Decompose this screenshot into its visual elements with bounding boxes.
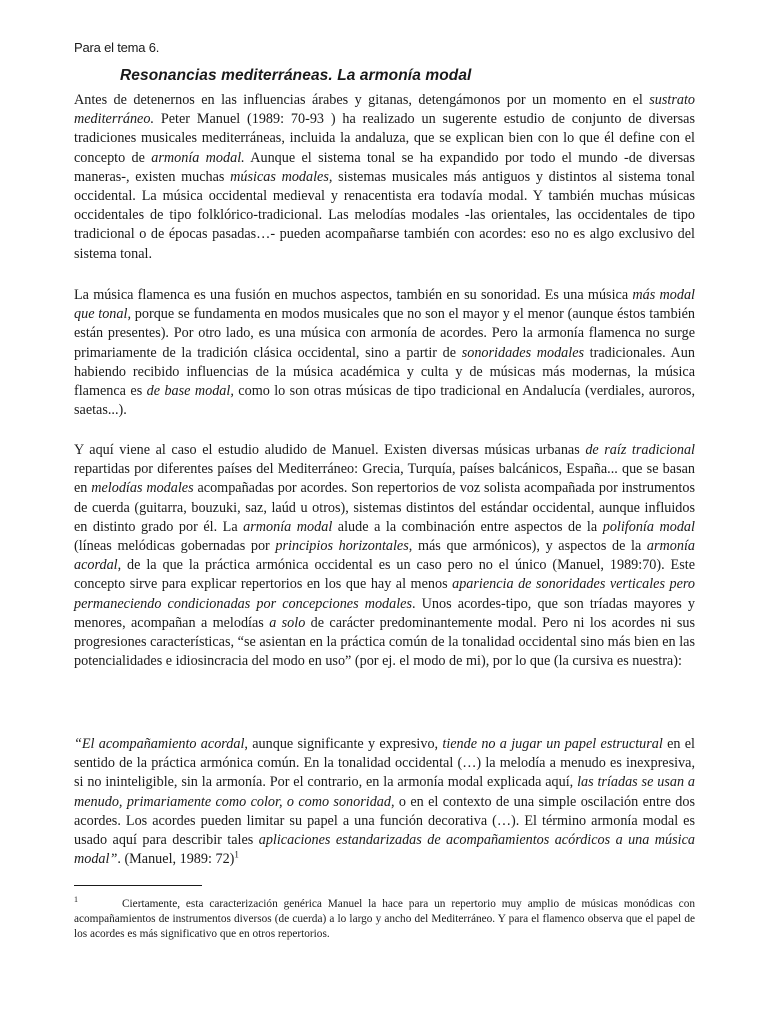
italic-text: polifonía modal bbox=[602, 518, 695, 535]
paragraph-1 bbox=[74, 91, 695, 264]
text-run: repartidas por diferentes países del Mediterráneo: Grecia, Turquía, países balcánicos, España... que se basan en bbox=[74, 461, 695, 497]
italic-text: de base modal, bbox=[146, 383, 234, 400]
footnote-text: Ciertamente, esta caracterización genérica Manuel la hace para un repertorio muy amplio de músicas monódicas con acompañamientos de instrumentos diversos (de cuerda) a lo largo y ancho del Mediterráneo. Y para el flamenco observa que el papel de los acordes es más significativo que en otros repertorios. bbox=[74, 898, 695, 940]
footnote-reference: 1 bbox=[234, 849, 239, 860]
footnote bbox=[74, 897, 695, 942]
quotation-paragraph bbox=[74, 735, 695, 869]
text-run: La música flamenca es una fusión en muchos aspectos, también en su sonoridad. Es una música bbox=[74, 287, 633, 303]
italic-text: melodías modales bbox=[91, 480, 194, 497]
text-run: , más que armónicos), y aspectos de la bbox=[408, 538, 647, 555]
text-run: Antes de detenernos en las influencias árabes y gitanas, detengámonos por un momento en el bbox=[74, 92, 650, 108]
text-run: alude a la combinación entre aspectos de la bbox=[332, 518, 603, 535]
italic-text: armonía modal. bbox=[151, 149, 245, 166]
text-run: como lo son otras músicas de tipo tradicional en Andalucía (verdiales, auroros, saetas...). bbox=[74, 383, 695, 419]
text-run: Peter Manuel (1989: 70-93 ) ha realizado un sugerente estudio de conjunto de diversas tradiciones musicales mediterráneas, incluida la andaluza, que se explican bien con lo que él define con el concepto de bbox=[74, 111, 695, 166]
text-run: Aunque el sistema tonal se ha expandido por todo el mundo -de diversas maneras-, existen muchas bbox=[74, 149, 695, 185]
text-run: , de la que la práctica armónica occidental es un caso pero no el único (Manuel, 1989:70). Este concepto sirve para explicar repertorios en los que hay al menos bbox=[74, 557, 695, 593]
text-run: . (Manuel, 1989: 72) bbox=[117, 851, 235, 868]
italic-text: sustrato mediterráneo. bbox=[74, 92, 695, 128]
italic-text: apariencia de sonoridades verticales pero permaneciendo condicionadas por concepciones modales bbox=[74, 576, 695, 612]
italic-text: armonía modal bbox=[243, 518, 333, 535]
text-run: tradicionales. Aun habiendo recibido influencias de la música académica y culta y de músicas más modernas, la música flamenca es bbox=[74, 344, 695, 400]
footnote-mark: 1 bbox=[74, 895, 78, 905]
text-run: , o en el contexto de una simple oscilación entre dos acordes. Los acordes pueden limitar su papel a una función decorativa (…). El término armonía modal es usado aquí para describir tales bbox=[74, 793, 695, 849]
text-run: acompañadas por acordes. Son repertorios de voz solista acompañada por instrumentos de cuerda (guitarra, bouzuki, saz, laúd u otros), sistemas distintos del estándar occidental, aunque influidos en distinto grado por él. La bbox=[74, 480, 695, 535]
italic-text: las tríadas se usan a menudo, primariamente como color, o como sonoridad bbox=[74, 774, 695, 810]
italic-text: de raíz tradicional bbox=[585, 442, 695, 458]
text-run: Y aquí viene al caso el estudio aludido de Manuel. Existen diversas músicas urbanas bbox=[74, 442, 586, 458]
italic-text: sonoridades modales bbox=[461, 344, 585, 361]
paragraph-3 bbox=[74, 441, 695, 671]
italic-text: principios horizontales bbox=[275, 538, 409, 555]
text-run: sistemas musicales más antiguos y distintos al sistema tonal occidental. La música occidental medieval y renacentista era todavía modal. Y también muchas músicas occidentales de tipo folklórico-tradicional. Las melodías modales -las orientales, las occidentales de tipo tradicional o de épocas pasadas…- pueden acompañarse también con acordes: eso no es algo exclusivo del sistema tonal. bbox=[74, 168, 695, 262]
text-run: , aunque significante y expresivo, bbox=[244, 736, 443, 752]
text-run: de carácter predominantemente modal. Pero ni los acordes ni sus progresiones características, “se asientan en la práctica común de la tonalidad occidental sino más bien en las potencialidades e idiosincracia del modo en uso” (por ej. el modo de mi), por lo que (la cursiva es nuestra): bbox=[74, 614, 695, 670]
text-run: (líneas melódicas gobernadas por bbox=[74, 538, 276, 555]
section-title: Resonancias mediterráneas. La armonía modal bbox=[120, 67, 472, 84]
text-run: en el sentido de la práctica armónica común. En la tonalidad occidental (…) la melodía a menudo es inexpresiva, si no ininteligible, sin la armonía. Por el contrario, en la armonía modal explicada aquí, bbox=[74, 736, 695, 791]
paragraph-2 bbox=[74, 286, 695, 420]
italic-text: músicas modales, bbox=[230, 168, 333, 185]
italic-text: aplicaciones estandarizadas de acompañamientos acórdicos a una música modal” bbox=[74, 832, 695, 868]
italic-text: tiende no a jugar un papel estructural bbox=[442, 736, 663, 752]
text-run: . Unos acordes-tipo, que son tríadas mayores y menores, acompañan a melodías bbox=[74, 595, 695, 631]
footnote-divider bbox=[74, 885, 202, 886]
italic-text: armonía acordal bbox=[74, 538, 696, 574]
italic-text: a solo bbox=[269, 614, 306, 631]
text-run: porque se fundamenta en modos musicales que no son el mayor y el menor (aunque éstos también están presentes). Por otro lado, es una música con armonía de acordes. Pero la armonía flamenca no surge primariamente de la tradición clásica occidental, sino a partir de bbox=[74, 306, 695, 361]
italic-text: “El acompañamiento acordal bbox=[74, 736, 245, 752]
header-note: Para el tema 6. bbox=[74, 40, 160, 55]
italic-text: más modal que tonal, bbox=[74, 287, 695, 323]
